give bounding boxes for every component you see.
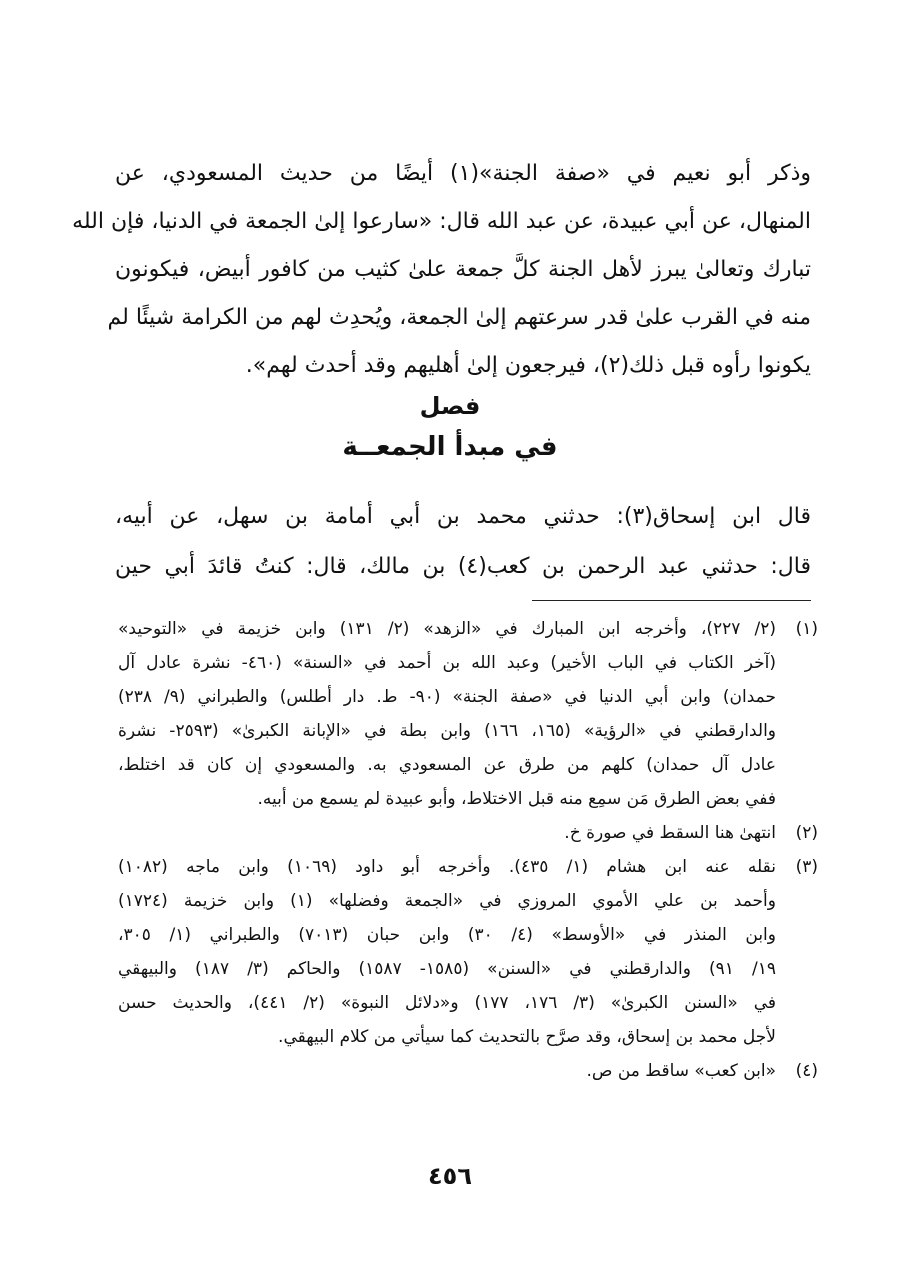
footnote-line: لأجل محمد بن إسحاق، وقد صرَّح بالتحديث كما سيأتي من كلام البيهقي. [278,1027,776,1047]
footnote-text [118,612,776,816]
footnote-line: وابن المنذر في «الأوسط» (٤/ ٣٠) وابن حبان (٧٠١٣) والطبراني (١/ ٣٠٥، [118,925,776,945]
text-line: منه في القرب علىٰ قدر سرعتهم إلىٰ الجمعة، ويُحدِث لهم من الكرامة شيئًا لم [107,305,811,330]
footnote [118,816,818,850]
footnote-line: عادل آل حمدان) كلهم من طرق عن المسعودي به. والمسعودي إن كان قد اختلط، [118,755,776,775]
text-line: المنهال، عن أبي عبيدة، عن عبد الله قال: «سارعوا إلىٰ الجمعة في الدنيا، فإن الله [72,209,811,234]
footnote-line: وأحمد بن علي الأموي المروزي في «الجمعة وفضلها» (١) وابن خزيمة (١٧٢٤) [118,891,776,911]
text-line: قال ابن إسحاق(٣): حدثني محمد بن أبي أمامة بن سهل، عن أبيه، [115,504,811,529]
footnote-number: (٣) [795,857,818,877]
footnote-line: والدارقطني في «الرؤية» (١٦٥، ١٦٦) وابن بطة في «الإبانة الكبرىٰ» (٢٥٩٣- نشرة [118,721,777,741]
footnote-number: (٤) [795,1061,818,1081]
footnote-number: (٢) [795,823,818,843]
footnote [118,612,818,816]
section-heading: فصل [419,392,481,420]
footnote-line: (٢/ ٢٢٧)، وأخرجه ابن المبارك في «الزهد» (٢/ ١٣١) وابن خزيمة في «التوحيد» [118,619,776,639]
footnote-divider [532,600,811,601]
second-paragraph [115,492,811,592]
footnote-text [118,850,776,1054]
footnote-line: «ابن كعب» ساقط من ص. [586,1061,776,1081]
footnote-line: (آخر الكتاب في الباب الأخير) وعبد الله بن أحمد في «السنة» (٤٦٠- نشرة عادل آل [118,653,776,673]
footnote-line: انتهىٰ هنا السقط في صورة خ. [564,823,776,843]
footnote [118,850,818,1054]
text-line: وذكر أبو نعيم في «صفة الجنة»(١) أيضًا من حديث المسعودي، عن [115,161,811,186]
section-title: في مبدأ الجمعــة [342,432,558,462]
footnote-text [118,816,776,850]
footnotes [118,612,818,1088]
text-line: قال: حدثني عبد الرحمن بن كعب(٤) بن مالك، قال: كنتُ قائدَ أبي حين [115,554,811,579]
footnote-line: نقله عنه ابن هشام (١/ ٤٣٥). وأخرجه أبو داود (١٠٦٩) وابن ماجه (١٠٨٢) [118,857,776,877]
footnote [118,1054,818,1088]
footnote-line: حمدان) وابن أبي الدنيا في «صفة الجنة» (٩٠- ط. دار أطلس) والطبراني (٩/ ٢٣٨) [118,687,776,707]
page-number: ٤٥٦ [428,1162,472,1190]
footnote-line: في «السنن الكبرىٰ» (٣/ ١٧٦، ١٧٧) و«دلائل النبوة» (٢/ ٤٤١)، والحديث حسن [118,993,776,1013]
main-paragraph [72,150,811,390]
footnote-line: ١٩/ ٩١) والدارقطني في «السنن» (١٥٨٥- ١٥٨٧) والحاكم (٣/ ١٨٧) والبيهقي [118,959,776,979]
text-line: تبارك وتعالىٰ يبرز لأهل الجنة كلَّ جمعة علىٰ كثيب من كافور أبيض، فيكونون [115,257,811,282]
footnote-text [118,1054,776,1088]
text-line: يكونوا رأوه قبل ذلك(٢)، فيرجعون إلىٰ أهليهم وقد أحدث لهم». [245,353,811,378]
footnote-line: ففي بعض الطرق مَن سمِع منه قبل الاختلاط، وأبو عبيدة لم يسمع من أبيه. [257,789,776,809]
footnote-number: (١) [795,619,818,639]
